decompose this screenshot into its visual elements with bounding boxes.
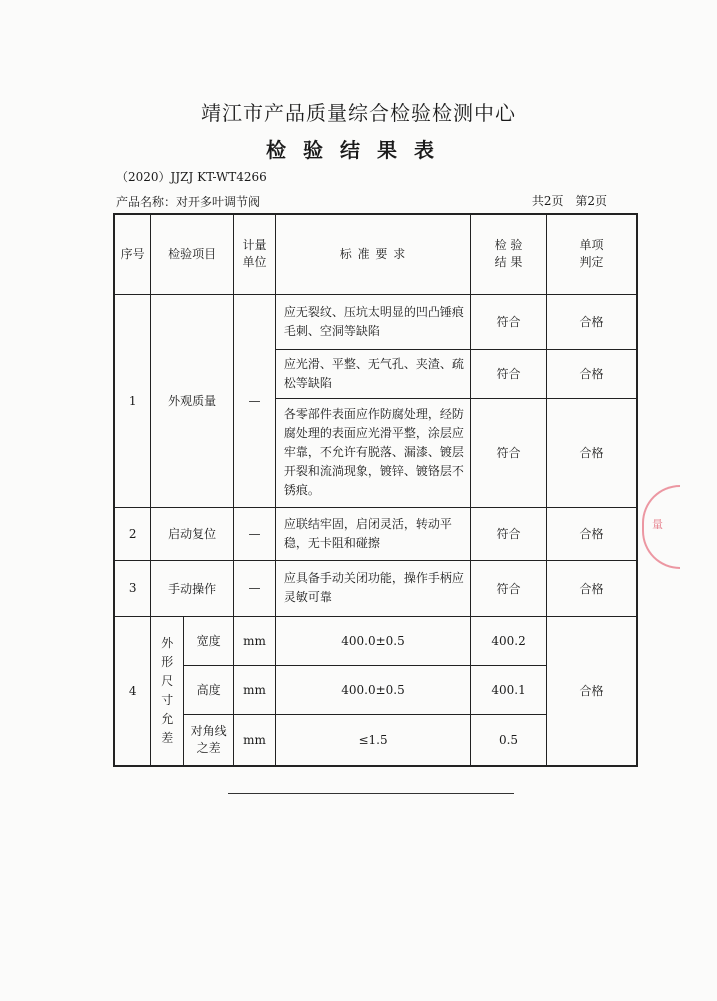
- row1-requirement-1: 应无裂纹、压坑太明显的凹凸锤痕毛刺、空洞等缺陷: [275, 294, 470, 349]
- seal-text: 量: [652, 518, 663, 531]
- row4-diagonal-unit: mm: [234, 714, 276, 766]
- table-row: [114, 507, 637, 560]
- row4-height-requirement: 400.0±0.5: [275, 665, 470, 714]
- row1-judgement-3: 合格: [546, 398, 637, 507]
- row2-seq: 2: [114, 507, 151, 560]
- row2-unit: —: [234, 507, 276, 560]
- header-judgement: 单项 判定: [546, 214, 637, 294]
- row2-judgement: 合格: [546, 507, 637, 560]
- row4-width-unit: mm: [234, 616, 276, 665]
- row4-judgement: 合格: [546, 616, 637, 766]
- row3-item: 手动操作: [151, 560, 234, 616]
- row4-width-requirement: 400.0±0.5: [275, 616, 470, 665]
- row4-height-unit: mm: [234, 665, 276, 714]
- table-header-row: [114, 214, 637, 294]
- row4-diagonal-requirement: ≤1.5: [275, 714, 470, 766]
- row4-seq: 4: [114, 616, 151, 766]
- row4-width-label: 宽度: [184, 616, 234, 665]
- header-result: 检 验 结 果: [471, 214, 547, 294]
- header-item: 检验项目: [151, 214, 234, 294]
- result-table: [113, 213, 638, 767]
- row3-judgement: 合格: [546, 560, 637, 616]
- table-row: [114, 616, 637, 665]
- header-seq: 序号: [114, 214, 151, 294]
- org-name: 靖江市产品质量综合检验检测中心: [201, 101, 516, 125]
- row4-height-result: 400.1: [471, 665, 547, 714]
- total-pages: 共2页: [531, 194, 564, 208]
- row1-unit: —: [234, 294, 276, 507]
- row1-requirement-3: 各零部件表面应作防腐处理，经防腐处理的表面应光滑平整，涂层应牢靠，不允许有脱落、漏漆、镀层开裂和流淌现象，镀锌、镀铬层不锈痕。: [275, 398, 470, 507]
- row3-unit: —: [234, 560, 276, 616]
- row1-seq: 1: [114, 294, 151, 507]
- product-name: 产品名称：对开多叶调节阀: [116, 195, 261, 209]
- document-number: （2020）JJZJ KT-WT4266: [116, 170, 267, 184]
- end-line: [228, 793, 514, 794]
- row1-judgement-2: 合格: [546, 349, 637, 398]
- row1-result-3: 符合: [471, 398, 547, 507]
- table-row: [114, 294, 637, 349]
- document-title: 检验结果表: [266, 138, 451, 162]
- row1-item: 外观质量: [151, 294, 234, 507]
- row4-width-result: 400.2: [471, 616, 547, 665]
- row2-requirement: 应联结牢固，启闭灵活，转动平稳，无卡阻和碰擦: [275, 507, 470, 560]
- row4-height-label: 高度: [184, 665, 234, 714]
- row2-item: 启动复位: [151, 507, 234, 560]
- header-requirement: 标 准 要 求: [275, 214, 470, 294]
- row2-result: 符合: [471, 507, 547, 560]
- row4-diagonal-result: 0.5: [471, 714, 547, 766]
- row1-judgement-1: 合格: [546, 294, 637, 349]
- row1-result-2: 符合: [471, 349, 547, 398]
- row1-result-1: 符合: [471, 294, 547, 349]
- row3-seq: 3: [114, 560, 151, 616]
- row3-result: 符合: [471, 560, 547, 616]
- row3-requirement: 应具备手动关闭功能，操作手柄应灵敏可靠: [275, 560, 470, 616]
- row4-group: 外 形 尺 寸 允 差: [151, 616, 184, 766]
- row4-diagonal-label: 对角线 之差: [184, 714, 234, 766]
- page-indicator: [524, 192, 607, 209]
- row1-requirement-2: 应光滑、平整、无气孔、夹渣、疏松等缺陷: [275, 349, 470, 398]
- table-row: [114, 560, 637, 616]
- header-unit: 计量 单位: [234, 214, 276, 294]
- current-page: 第2页: [575, 194, 607, 208]
